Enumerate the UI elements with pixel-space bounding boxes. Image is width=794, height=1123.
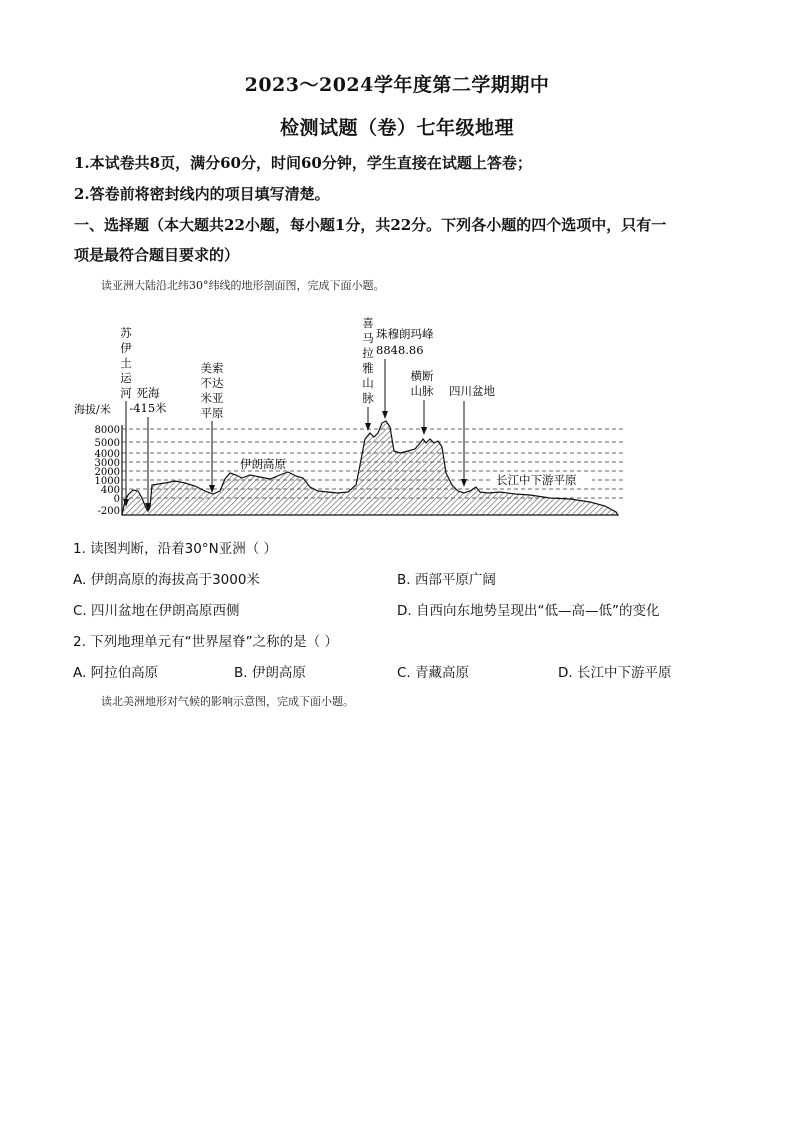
label-suez-2: 伊 [120,341,132,355]
label-him-2: 马 [362,331,374,345]
label-iran-plateau: 伊朗高原 [240,457,286,471]
label-sichuan-basin: 四川盆地 [449,384,495,398]
tick-2000: 2000 [94,467,120,478]
label-deadsea-1: 死海 [136,386,160,400]
figure-intro-2: 读北美洲地形对气候的影响示意图，完成下面小题。 [101,695,354,708]
tick-8000: 8000 [94,425,120,436]
q2-option-c[interactable]: C. 青藏高原 [397,665,470,681]
label-deadsea-2: -415米 [129,401,167,415]
exam-title-line2: 检测试题（卷）七年级地理 [279,117,514,139]
q2-option-d[interactable]: D. 长江中下游平原 [558,665,672,681]
exam-title-line1: 2023～2024学年度第二学期期中 [244,74,550,96]
question-2-stem: 2. 下列地理单元有“世界屋脊”之称的是（ ） [73,634,338,650]
label-him-6: 脉 [362,391,374,405]
q1-option-c[interactable]: C. 四川盆地在伊朗高原西侧 [73,603,240,619]
label-yangtze-plain: 长江中下游平原 [496,473,577,487]
arrowhead-hengduan [421,427,427,435]
instruction-1: 1.本试卷共8页，满分60分，时间60分钟，学生直接在试题上答卷； [74,154,532,172]
label-everest-2: 8848.86 [376,343,424,357]
arrowhead-sichuan [461,479,467,487]
instruction-2: 2.答卷前将密封线内的项目填写清楚。 [74,185,330,203]
terrain-profile-figure [70,315,630,520]
q1-option-d[interactable]: D. 自西向东地势呈现出“低—高—低”的变化 [397,603,660,619]
section-heading-line1: 一、选择题（本大题共22小题，每小题1分，共22分。下列各小题的四个选项中，只有一 [74,216,667,234]
figure-intro-1: 读亚洲大陆沿北纬30°纬线的地形剖面图，完成下面小题。 [101,279,385,292]
label-meso-1: 美索 [200,361,224,375]
q2-option-a[interactable]: A. 阿拉伯高原 [73,665,159,681]
terrain-profile-shape [122,421,618,515]
label-hengduan-2: 山脉 [410,384,434,398]
arrowhead-everest [382,411,388,419]
tick-5000: 5000 [94,438,120,449]
label-him-1: 喜 [362,316,374,330]
tick-minus200: -200 [97,506,120,517]
label-suez-5: 河 [120,386,132,400]
label-suez-3: 土 [120,356,132,370]
tick-400: 400 [100,485,120,496]
label-him-5: 山 [362,376,374,390]
label-suez-4: 运 [120,371,132,385]
label-him-3: 拉 [362,346,374,360]
label-suez-1: 苏 [120,326,132,340]
question-1-stem: 1. 读图判断，沿着30°N亚洲（ ） [73,541,277,557]
arrowhead-himalaya [365,423,371,431]
label-meso-4: 平原 [200,406,224,420]
label-meso-3: 米亚 [200,391,224,405]
tick-4000: 4000 [94,449,120,460]
tick-1000: 1000 [94,476,120,487]
label-hengduan-1: 横断 [410,369,434,383]
section-heading-line2: 项是最符合题目要求的） [74,246,240,264]
q1-option-a[interactable]: A. 伊朗高原的海拔高于3000米 [73,572,260,588]
label-everest-1: 珠穆朗玛峰 [376,327,434,341]
tick-3000: 3000 [94,458,120,469]
label-him-4: 雅 [362,361,374,375]
y-axis-label: 海拔/米 [74,403,111,416]
label-meso-2: 不达 [200,376,224,390]
q2-option-b[interactable]: B. 伊朗高原 [234,665,306,681]
tick-0: 0 [113,494,120,505]
q1-option-b[interactable]: B. 西部平原广阔 [397,572,496,588]
